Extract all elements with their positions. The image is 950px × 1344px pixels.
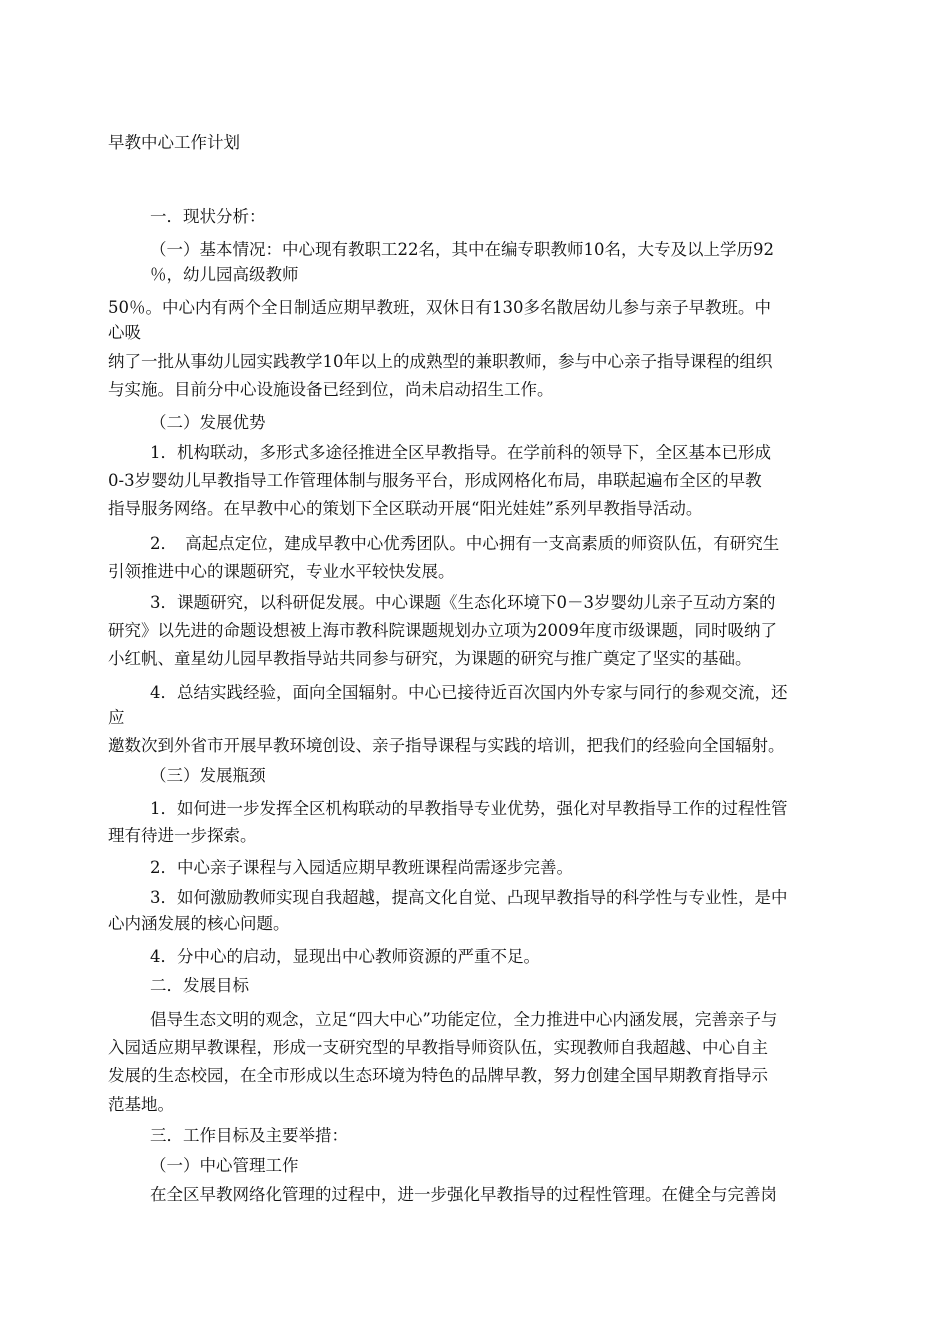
paragraph-line: 4．分中心的启动，显现出中心教师资源的严重不足。 xyxy=(150,947,540,966)
paragraph-line: 50％。中心内有两个全日制适应期早教班，双休日有130多名散居幼儿参与亲子早教班。中 xyxy=(108,298,771,317)
paragraph-line: 应 xyxy=(108,708,125,727)
paragraph-line: 3．课题研究，以科研促发展。中心课题《生态化环境下0－3岁婴幼儿亲子互动方案的 xyxy=(150,593,776,612)
paragraph-line: ％，幼儿园高级教师 xyxy=(150,265,299,284)
section-heading-goals: 二．发展目标 xyxy=(150,976,249,995)
paragraph-line: 2．中心亲子课程与入园适应期早教班课程尚需逐步完善。 xyxy=(150,858,573,877)
paragraph-line: 与实施。目前分中心设施设备已经到位，尚未启动招生工作。 xyxy=(108,380,554,399)
paragraph-line: 指导服务网络。在早教中心的策划下全区联动开展“阳光娃娃”系列早教指导活动。 xyxy=(108,499,703,518)
subsection-heading-bottlenecks: （三）发展瓶颈 xyxy=(150,766,266,785)
paragraph-line: 1．如何进一步发挥全区机构联动的早教指导专业优势，强化对早教指导工作的过程性管 xyxy=(150,799,788,818)
paragraph-line: 邀数次到外省市开展早教环境创设、亲子指导课程与实践的培训，把我们的经验向全国辐射。 xyxy=(108,736,785,755)
paragraph-line: 0-3岁婴幼儿早教指导工作管理体制与服务平台，形成网格化布局，串联起遍布全区的早教 xyxy=(108,471,762,490)
paragraph-line: 研究》以先进的命题设想被上海市教科院课题规划办立项为2009年度市级课题，同时吸纳了 xyxy=(108,621,777,640)
document-title: 早教中心工作计划 xyxy=(108,133,240,152)
paragraph-line: 在全区早教网络化管理的过程中，进一步强化早教指导的过程性管理。在健全与完善岗 xyxy=(150,1185,777,1204)
paragraph-line: 4．总结实践经验，面向全国辐射。中心已接待近百次国内外专家与同行的参观交流，还 xyxy=(150,683,788,702)
section-heading-measures: 三．工作目标及主要举措： xyxy=(150,1126,348,1145)
paragraph-line: 2． 高起点定位，建成早教中心优秀团队。中心拥有一支高素质的师资队伍，有研究生 xyxy=(150,534,780,553)
paragraph-line: 理有待进一步探索。 xyxy=(108,826,257,845)
paragraph-line: 发展的生态校园，在全市形成以生态环境为特色的品牌早教，努力创建全国早期教育指导示 xyxy=(108,1066,768,1085)
subsection-heading-management: （一）中心管理工作 xyxy=(150,1156,299,1175)
paragraph-line: 1．机构联动，多形式多途径推进全区早教指导。在学前科的领导下，全区基本已形成 xyxy=(150,443,771,462)
paragraph-line: 3．如何激励教师实现自我超越，提高文化自觉、凸现早教指导的科学性与专业性，是中 xyxy=(150,888,788,907)
subsection-heading-advantages: （二）发展优势 xyxy=(150,413,266,432)
paragraph-line: 引领推进中心的课题研究，专业水平较快发展。 xyxy=(108,562,455,581)
paragraph-line: 倡导生态文明的观念，立足“四大中心”功能定位，全力推进中心内涵发展，完善亲子与 xyxy=(150,1010,778,1029)
paragraph-line: 心吸 xyxy=(108,323,141,342)
paragraph-line: 纳了一批从事幼儿园实践教学10年以上的成熟型的兼职教师，参与中心亲子指导课程的组织 xyxy=(108,352,773,371)
section-heading-status: 一．现状分析： xyxy=(150,207,266,226)
paragraph-line: （一）基本情况：中心现有教职工22名，其中在编专职教师10名，大专及以上学历92 xyxy=(150,240,774,259)
paragraph-line: 小红帆、童星幼儿园早教指导站共同参与研究，为课题的研究与推广奠定了坚实的基础。 xyxy=(108,649,752,668)
paragraph-line: 入园适应期早教课程，形成一支研究型的早教指导师资队伍，实现教师自我超越、中心自主 xyxy=(108,1038,768,1057)
paragraph-line: 范基地。 xyxy=(108,1095,174,1114)
paragraph-line: 心内涵发展的核心问题。 xyxy=(108,914,290,933)
